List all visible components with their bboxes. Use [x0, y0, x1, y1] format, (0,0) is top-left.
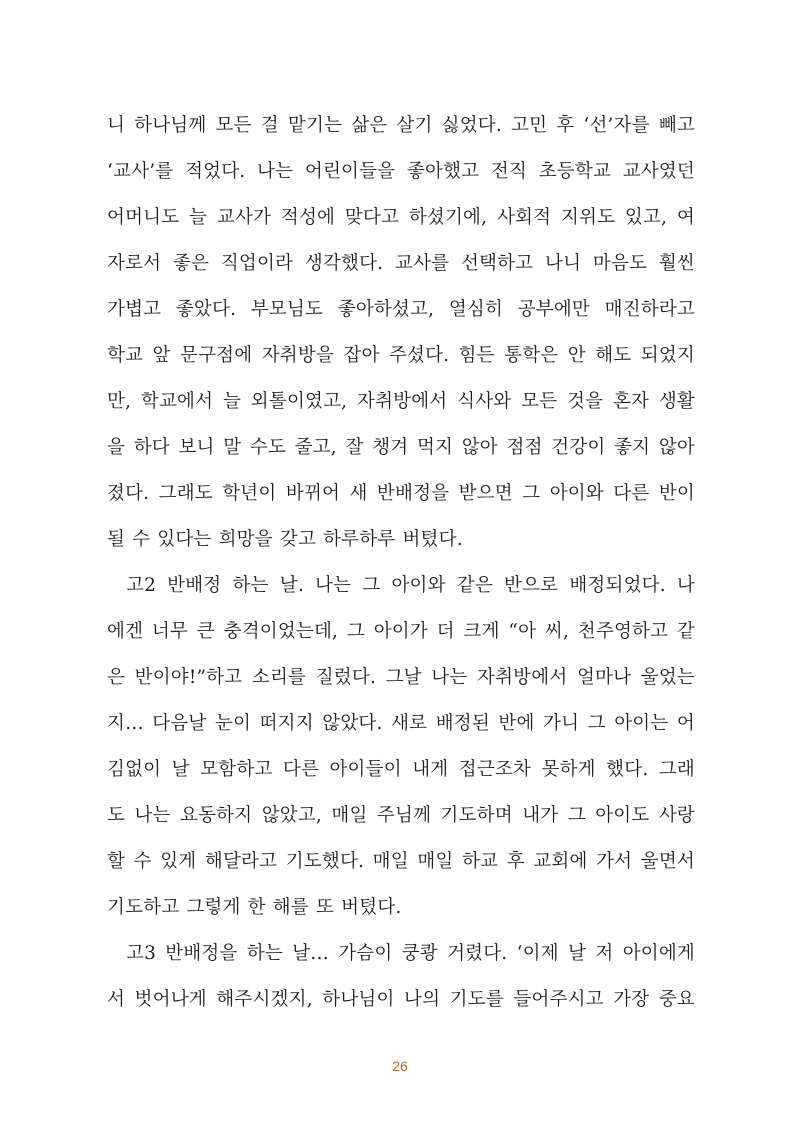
page-number: 26 — [392, 1058, 408, 1074]
text-line: 할 수 있게 해달라고 기도했다. 매일 매일 하교 후 교회에 가서 울면서 — [107, 851, 695, 872]
text-line: 어머니도 늘 교사가 적성에 맞다고 하셨기에, 사회적 지위도 있고, 여 — [107, 207, 695, 228]
text-line-paragraph-end: 될 수 있다는 희망을 갖고 하루하루 버텼다. — [107, 529, 463, 550]
text-line: 은 반이야!”하고 소리를 질렀다. 그날 나는 자취방에서 얼마나 울었는 — [107, 667, 695, 688]
text-line: 도 나는 요동하지 않았고, 매일 주님께 기도하며 내가 그 아이도 사랑 — [107, 805, 695, 826]
text-line: 을 하다 보니 말 수도 줄고, 잘 챙겨 먹지 않아 점점 건강이 좋지 않아 — [107, 437, 695, 458]
text-line: 만, 학교에서 늘 외톨이였고, 자취방에서 식사와 모든 것을 혼자 생활 — [107, 391, 695, 412]
body-text — [107, 103, 695, 1023]
text-line: 니 하나님께 모든 걸 맡기는 삶은 살기 싫었다. 고민 후 ‘선’자를 빼고 — [107, 115, 695, 136]
text-line: 졌다. 그래도 학년이 바뀌어 새 반배정을 받으면 그 아이와 다른 반이 — [107, 483, 695, 504]
text-line: 지… 다음날 눈이 떠지지 않았다. 새로 배정된 반에 가니 그 아이는 어 — [107, 713, 695, 734]
text-line: 학교 앞 문구점에 자취방을 잡아 주셨다. 힘든 통학은 안 해도 되었지 — [107, 345, 695, 366]
text-line: 김없이 날 모함하고 다른 아이들이 내게 접근조차 못하게 했다. 그래 — [107, 759, 695, 780]
text-line-paragraph-end: 기도하고 그렇게 한 해를 또 버텼다. — [107, 897, 402, 918]
text-line: 서 벗어나게 해주시겠지, 하나님이 나의 기도를 들어주시고 가장 중요 — [107, 989, 695, 1010]
text-line: ‘교사’를 적었다. 나는 어린이들을 좋아했고 전직 초등학교 교사였던 — [107, 161, 695, 182]
text-line-paragraph-start: 고3 반배정을 하는 날… 가슴이 쿵쾅 거렸다. ‘이제 날 저 아이에게 — [126, 943, 695, 964]
text-line-paragraph-start: 고2 반배정 하는 날. 나는 그 아이와 같은 반으로 배정되었다. 나 — [126, 575, 695, 596]
text-line: 가볍고 좋았다. 부모님도 좋아하셨고, 열심히 공부에만 매진하라고 — [107, 299, 695, 320]
text-line: 에겐 너무 큰 충격이었는데, 그 아이가 더 크게 “아 씨, 천주영하고 같 — [107, 621, 695, 642]
text-line: 자로서 좋은 직업이라 생각했다. 교사를 선택하고 나니 마음도 훨씬 — [107, 253, 695, 274]
